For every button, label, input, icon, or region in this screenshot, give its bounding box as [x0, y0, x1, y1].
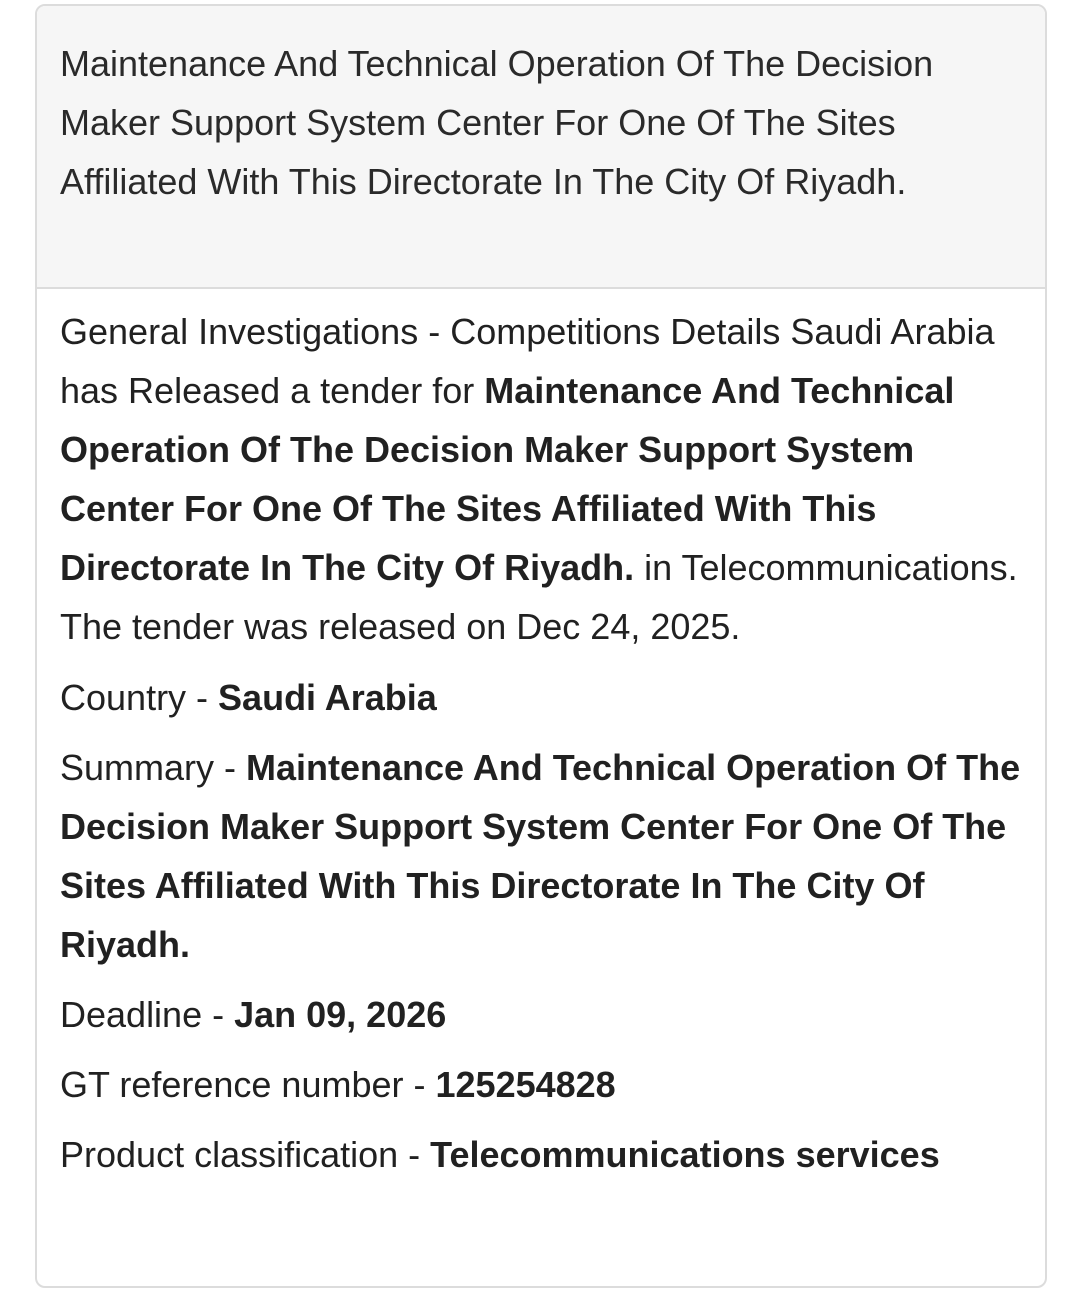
summary-row — [60, 738, 1021, 974]
reference-label: GT reference number - — [60, 1064, 436, 1105]
country-row — [60, 668, 1021, 727]
tender-title: Maintenance And Technical Operation Of The Decision Maker Support System Center For One Of The Sites Affiliated With This Directorate In The City Of Riyadh. — [60, 43, 934, 202]
intro-suffix: in Telecommunications. The tender was released on Dec 24, 2025. — [60, 547, 1018, 647]
reference-row — [60, 1055, 1021, 1114]
deadline-label: Deadline - — [60, 994, 235, 1035]
classification-row — [60, 1125, 1021, 1184]
deadline-row — [60, 985, 1021, 1044]
intro-prefix: General Investigations - Competitions Details Saudi Arabia has Released a tender for — [60, 311, 995, 411]
card-body — [37, 289, 1045, 1184]
intro-tender-name: Maintenance And Technical Operation Of The Decision Maker Support System Center For One Of The Sites Affiliated With This Directorate In The City Of Riyadh. — [60, 370, 955, 588]
country-label: Country - — [60, 677, 219, 718]
card-header — [37, 6, 1045, 289]
summary-value: Maintenance And Technical Operation Of The Decision Maker Support System Center For One Of The Sites Affiliated With This Directorate In The City Of Riyadh. — [60, 747, 1021, 965]
deadline-value: Jan 09, 2026 — [234, 994, 447, 1035]
reference-value: 125254828 — [435, 1064, 616, 1105]
classification-value: Telecommunications services — [430, 1134, 940, 1175]
tender-card — [35, 4, 1047, 1288]
classification-label: Product classification - — [60, 1134, 431, 1175]
summary-label: Summary - — [60, 747, 247, 788]
country-value: Saudi Arabia — [218, 677, 437, 718]
tender-intro — [60, 302, 1021, 656]
